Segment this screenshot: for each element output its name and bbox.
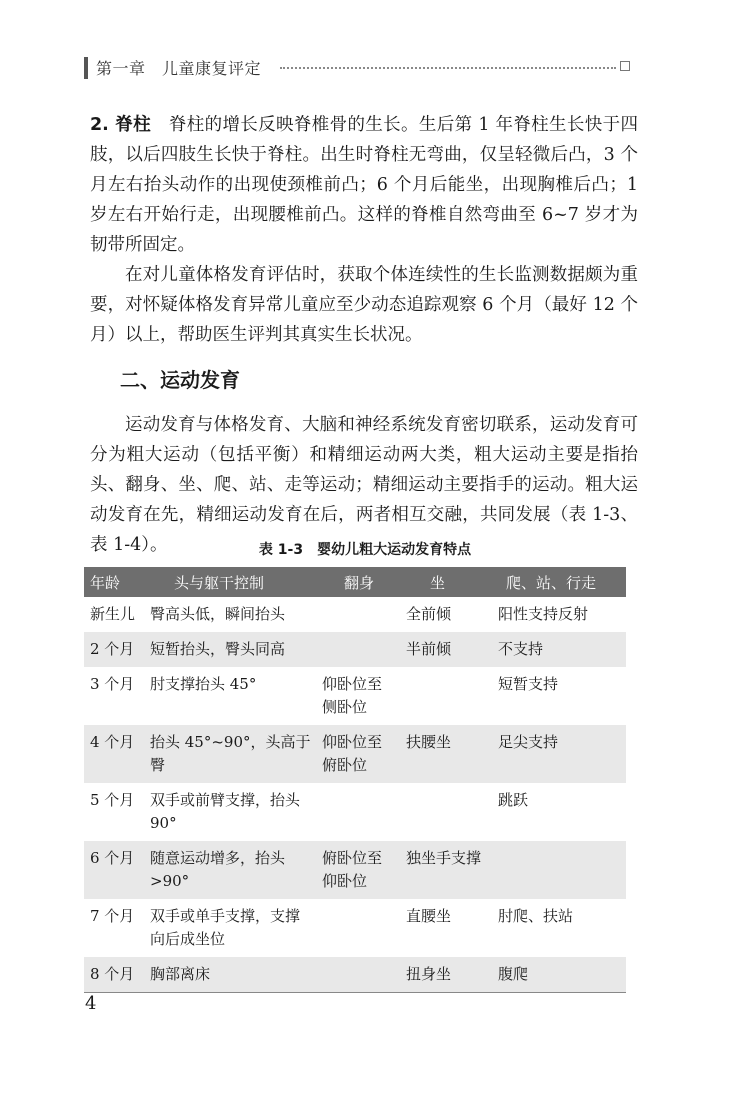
- paragraph-monitoring: 在对儿童体格发育评估时，获取个体连续性的生长监测数据颇为重要，对怀疑体格发育异常儿童应至少动态追踪观察 6 个月（最好 12 个月）以上，帮助医生评判其真实生长状况。: [90, 265, 638, 345]
- cell-age: 新生儿: [90, 605, 136, 623]
- chapter-title: 第一章 儿童康复评定: [96, 59, 262, 78]
- cell-sit: 扭身坐: [400, 957, 492, 993]
- spine-label: 2. 脊柱: [90, 115, 151, 135]
- header-age: 年龄: [84, 567, 144, 597]
- header-sit: 坐: [400, 567, 492, 597]
- cell-roll: [316, 597, 400, 632]
- cell-age: 6 个月: [84, 841, 144, 899]
- table-row: [84, 725, 626, 783]
- cell-age: 5 个月: [90, 791, 135, 809]
- header-end-mark: [620, 61, 630, 71]
- cell-roll: [316, 632, 400, 667]
- motor-development-table: [84, 567, 626, 993]
- running-header: [84, 54, 630, 82]
- cell-roll: 仰卧位至侧卧位: [322, 675, 383, 716]
- table-row: [84, 841, 626, 899]
- cell-head-trunk: 肘支撑抬头 45°: [150, 675, 257, 693]
- cell-roll: [316, 899, 400, 957]
- cell-head-trunk: 抬头 45°~90°，头高于臀: [144, 725, 316, 783]
- table-row: [84, 899, 626, 957]
- cell-sit: 全前倾: [406, 605, 452, 623]
- cell-roll: [316, 783, 400, 841]
- header-dotted-rule: [280, 67, 616, 69]
- cell-crawl-stand-walk: 短暂支持: [498, 675, 559, 693]
- cell-crawl-stand-walk: 阳性支持反射: [498, 605, 589, 623]
- cell-crawl-stand-walk: 肘爬、扶站: [498, 907, 574, 925]
- cell-head-trunk: 随意运动增多，抬头 >90°: [144, 841, 316, 899]
- cell-roll: [316, 957, 400, 993]
- header-bar: [84, 57, 88, 79]
- cell-head-trunk: 臀高头低，瞬间抬头: [150, 605, 286, 623]
- paragraph-spine: [90, 110, 644, 260]
- paragraph-motor: 运动发育与体格发育、大脑和神经系统发育密切联系，运动发育可分为粗大运动（包括平衡）和精细运动两大类，粗大运动主要是指抬头、翻身、坐、爬、站、走等运动；精细运动主要指手的运动。粗大运动发育在先，精细运动发育在后，两者相互交融，共同发展（表 1-3、表 1-4）。: [90, 415, 638, 555]
- spine-text: 脊柱的增长反映脊椎骨的生长。生后第 1 年脊柱生长快于四肢，以后四肢生长快于脊柱。出生时脊柱无弯曲，仅呈轻微后凸，3 个月左右抬头动作的出现使颈椎前凸；6 个月后能坐，出现胸椎后凸；1 岁左右开始行走，出现腰椎前凸。这样的脊椎自然弯曲至 6~7 岁才为韧带所固定。: [90, 115, 644, 255]
- cell-crawl-stand-walk: 不支持: [492, 632, 626, 667]
- cell-crawl-stand-walk: 腹爬: [492, 957, 626, 993]
- cell-age: 2 个月: [84, 632, 144, 667]
- cell-sit: 扶腰坐: [400, 725, 492, 783]
- table-row: [84, 783, 626, 841]
- cell-sit: 半前倾: [400, 632, 492, 667]
- cell-crawl-stand-walk: 跳跃: [498, 791, 529, 809]
- cell-roll: 俯卧位至仰卧位: [316, 841, 400, 899]
- cell-age: 3 个月: [90, 675, 135, 693]
- cell-head-trunk: 胸部离床: [144, 957, 316, 993]
- section-heading: 二、运动发育: [120, 368, 240, 392]
- table-caption: 表 1-3 婴幼儿粗大运动发育特点: [258, 542, 472, 558]
- cell-age: 8 个月: [84, 957, 144, 993]
- cell-head-trunk: 短暂抬头，臀头同高: [144, 632, 316, 667]
- cell-sit: 独坐手支撑: [400, 841, 492, 899]
- cell-sit: 直腰坐: [406, 907, 452, 925]
- cell-age: 7 个月: [90, 907, 135, 925]
- table-header-row: [84, 567, 626, 597]
- header-head-trunk: 头与躯干控制: [144, 567, 316, 597]
- cell-age: 4 个月: [84, 725, 144, 783]
- table-row: [84, 597, 626, 632]
- cell-head-trunk: 双手或单手支撑，支撑向后成坐位: [150, 907, 301, 948]
- table-row: [84, 957, 626, 993]
- page-number: 4: [85, 993, 97, 1014]
- cell-crawl-stand-walk: 足尖支持: [492, 725, 626, 783]
- cell-head-trunk: 双手或前臂支撑，抬头 90°: [150, 791, 301, 832]
- header-crawl-stand-walk: 爬、站、行走: [492, 567, 626, 597]
- cell-roll: 仰卧位至俯卧位: [316, 725, 400, 783]
- table-row: [84, 667, 626, 725]
- cell-crawl-stand-walk: [492, 841, 626, 899]
- cell-sit: [400, 667, 492, 725]
- table-row: [84, 632, 626, 667]
- cell-sit: [400, 783, 492, 841]
- header-roll: 翻身: [316, 567, 400, 597]
